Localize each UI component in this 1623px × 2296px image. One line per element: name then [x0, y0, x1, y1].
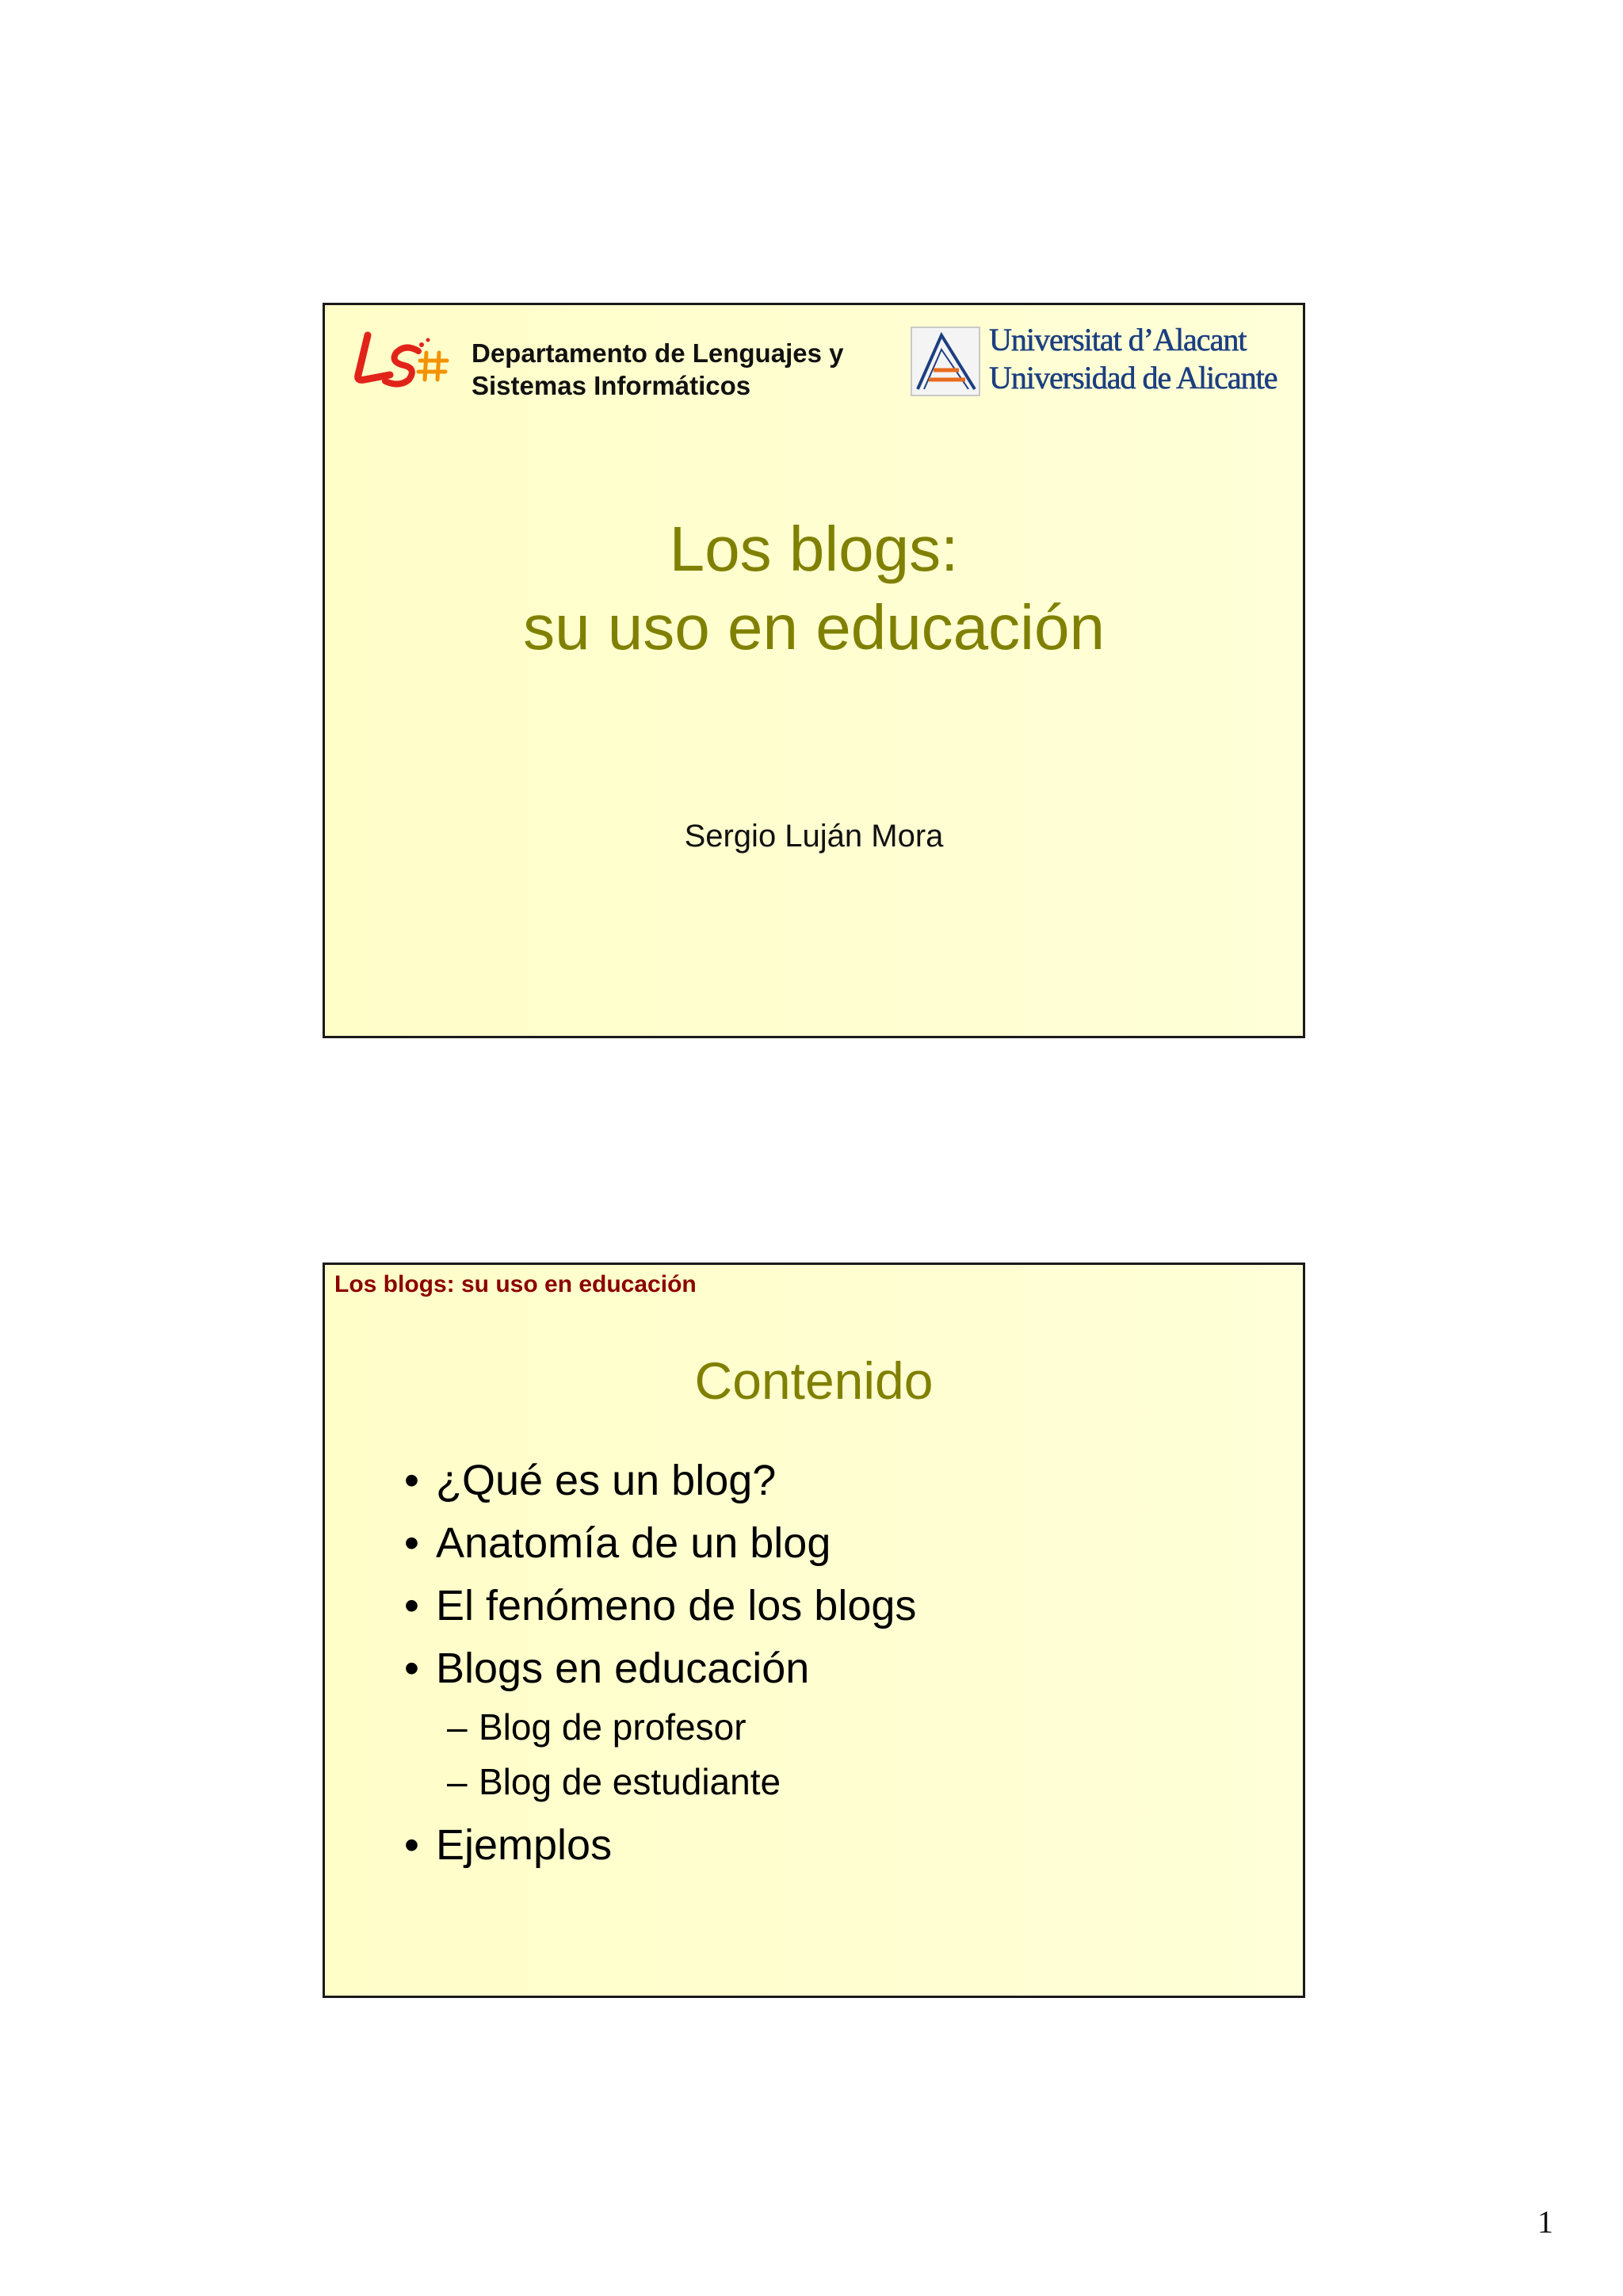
list-item-label: Ejemplos: [436, 1821, 613, 1869]
title-line-1: Los blogs:: [669, 514, 959, 584]
dash: –: [447, 1706, 468, 1748]
list-item-label: El fenómeno de los blogs: [436, 1582, 917, 1629]
bullet: •: [404, 1582, 419, 1629]
bullet: •: [404, 1821, 419, 1869]
author-name: Sergio Luján Mora: [684, 819, 944, 854]
list-item: [404, 1450, 916, 1512]
running-header: Los blogs: su uso en educación: [334, 1271, 697, 1297]
title-line-2: su uso en educación: [523, 592, 1105, 663]
sub-list-item-label: Blog de profesor: [479, 1706, 747, 1748]
bullet: •: [404, 1457, 419, 1504]
list-item: [404, 1637, 916, 1700]
university-name: [989, 321, 1277, 397]
contents-slide: [323, 1263, 1305, 1998]
university-name-line-2: Universidad de Alicante: [989, 360, 1277, 395]
sub-list-item-label: Blog de estudiante: [479, 1761, 781, 1802]
department-name: [472, 337, 843, 402]
bullet: •: [404, 1519, 419, 1567]
list-item-label: ¿Qué es un blog?: [436, 1457, 777, 1504]
presentation-title: [325, 510, 1303, 667]
list-item: [404, 1512, 916, 1575]
list-item-label: Blogs en educación: [436, 1645, 810, 1692]
slide-title: Contenido: [694, 1351, 934, 1410]
dlsi-logo: [350, 329, 461, 395]
sub-list-item: [404, 1700, 916, 1755]
list-item-label: Anatomía de un blog: [436, 1519, 831, 1567]
department-name-line-1: Departamento de Lenguajes y: [472, 338, 844, 368]
university-name-line-1: Universitat d’Alacant: [989, 322, 1247, 357]
page-number: 1: [1537, 2204, 1553, 2240]
department-name-line-2: Sistemas Informáticos: [472, 371, 751, 400]
sub-list-item: [404, 1755, 916, 1809]
contents-list: [404, 1450, 916, 1877]
title-slide: [323, 303, 1305, 1038]
list-item: [404, 1814, 916, 1877]
list-item: [404, 1575, 916, 1637]
bullet: •: [404, 1645, 419, 1692]
dash: –: [447, 1761, 468, 1802]
university-logo-icon: [910, 326, 981, 397]
